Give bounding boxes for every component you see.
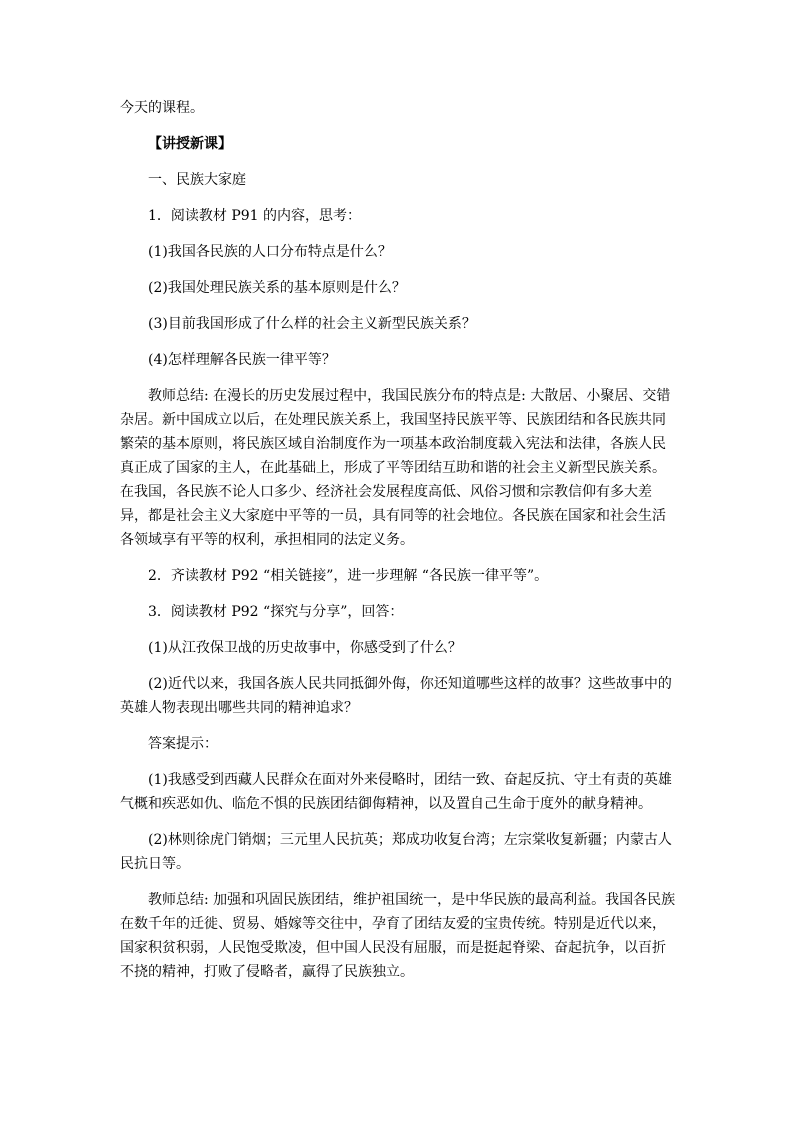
question-1: (1)我国各民族的人口分布特点是什么？ xyxy=(148,244,392,260)
teacher-summary-2: 教师总结: 加强和巩固民族团结，维护祖国统一，是中华民族的最高利益。我国各民族在数千年的迁徙、贸易、婚嫁等交往中，孕育了团结友爱的宝贵传统。特别是近代以来，国家积贫积弱，人民饱受欺凌，但中国人民没有屈服，而是挺起脊梁、奋起抗争，以百折不挠的精神，打败了侵略者，赢得了民族独立。 xyxy=(120,892,676,980)
question-4: (4)怎样理解各民族一律平等？ xyxy=(148,352,336,368)
question-3: (3)目前我国形成了什么样的社会主义新型民族关系？ xyxy=(148,316,476,332)
question-3-2: (2)近代以来，我国各族人民共同抵御外侮，你还知道哪些这样的故事？这些故事中的英雄人物表现出哪些共同的精神追求？ xyxy=(120,676,672,716)
question-2: (2)我国处理民族关系的基本原则是什么？ xyxy=(148,280,406,296)
document-body xyxy=(120,96,676,984)
paragraph-intro-end: 今天的课程。 xyxy=(120,100,204,116)
answer-hint-label: 答案提示： xyxy=(148,736,218,752)
teacher-summary-1: 教师总结: 在漫长的历史发展过程中，我国民族分布的特点是: 大散居、小聚居、交错杂居。新中国成立以后，在处理民族关系上，我国坚持民族平等、民族团结和各民族共同繁荣的基本原则，将民族区域自治制度作为一项基本政治制度载入宪法和法律，各族人民真正成了国家的主人，在此基础上，形成了平等团结互助和谐的社会主义新型民族关系。在我国，各民族不论人口多少、经济社会发展程度高低、风俗习惯和宗教信仰有多大差异，都是社会主义大家庭中平等的一员，具有同等的社会地位。各民族在国家和社会生活各领域享有平等的权利，承担相同的法定义务。 xyxy=(120,388,671,548)
answer-2: (2)林则徐虎门销烟；三元里人民抗英；郑成功收复台湾；左宗棠收复新疆；内蒙古人民抗日等。 xyxy=(120,832,672,872)
task-2: 2．齐读教材 P92 “相关链接”，进一步理解 “各民族一律平等”。 xyxy=(148,568,549,584)
answer-1: (1)我感受到西藏人民群众在面对外来侵略时，团结一致、奋起反抗、守土有责的英雄气概和疾恶如仇、临危不惧的民族团结御侮精神，以及置自己生命于度外的献身精神。 xyxy=(120,772,672,812)
task-1: 1．阅读教材 P91 的内容，思考： xyxy=(148,208,362,224)
subsection-heading: 一、民族大家庭 xyxy=(148,172,246,188)
section-heading-new-lesson: 【讲授新课】 xyxy=(148,136,232,152)
task-3: 3．阅读教材 P92 “探究与分享”，回答： xyxy=(148,604,404,620)
question-3-1: (1)从江孜保卫战的历史故事中，你感受到了什么？ xyxy=(148,640,462,656)
